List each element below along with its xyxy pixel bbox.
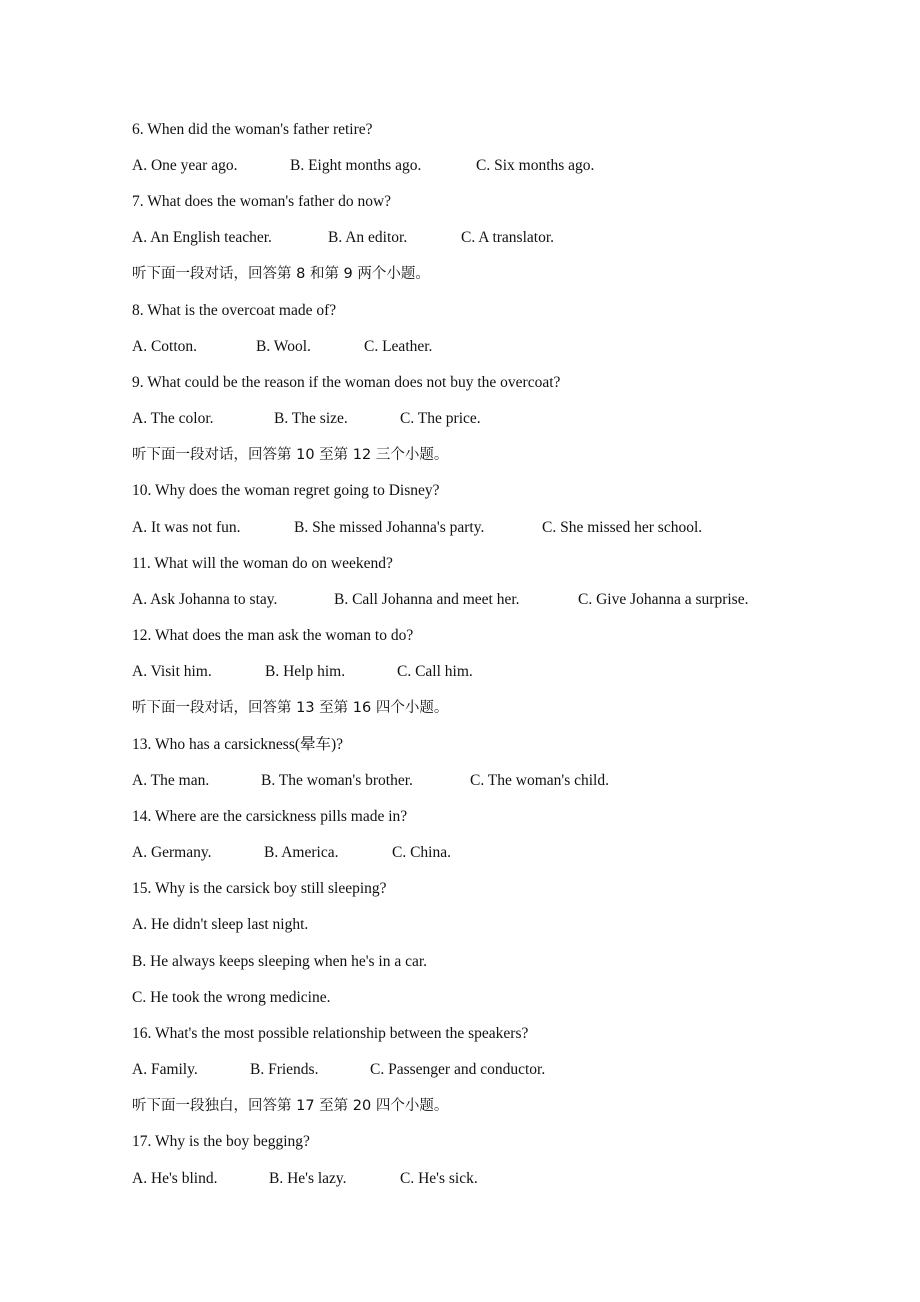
option-c: C. Six months ago. bbox=[476, 157, 595, 174]
option-b: B. Wool. bbox=[256, 338, 311, 355]
question-11: 11. What will the woman do on weekend? bbox=[132, 555, 393, 572]
option-a: A. One year ago. bbox=[132, 157, 238, 174]
option-a: A. The man. bbox=[132, 772, 210, 789]
option-c: C. Give Johanna a surprise. bbox=[578, 591, 749, 608]
option-15-c: C. He took the wrong medicine. bbox=[132, 989, 331, 1006]
question-16: 16. What's the most possible relationship between the speakers? bbox=[132, 1025, 529, 1042]
option-c: C. A translator. bbox=[461, 229, 554, 246]
question-8: 8. What is the overcoat made of? bbox=[132, 302, 337, 319]
question-17: 17. Why is the boy begging? bbox=[132, 1133, 310, 1150]
option-c: C. Leather. bbox=[364, 338, 433, 355]
section-instruction-13-16: 听下面一段对话，回答第 13 至第 16 四个小题。 bbox=[132, 700, 449, 716]
option-15-a: A. He didn't sleep last night. bbox=[132, 916, 309, 933]
question-6: 6. When did the woman's father retire? bbox=[132, 121, 373, 138]
option-c: C. He's sick. bbox=[400, 1170, 478, 1187]
question-9: 9. What could be the reason if the woman does not buy the overcoat? bbox=[132, 374, 561, 391]
option-c: C. Passenger and conductor. bbox=[370, 1061, 546, 1078]
option-b: B. America. bbox=[264, 844, 339, 861]
option-b: B. He's lazy. bbox=[269, 1170, 347, 1187]
question-14: 14. Where are the carsickness pills made in? bbox=[132, 808, 408, 825]
option-b: B. Friends. bbox=[250, 1061, 319, 1078]
question-15: 15. Why is the carsick boy still sleeping? bbox=[132, 880, 387, 897]
option-a: A. Ask Johanna to stay. bbox=[132, 591, 278, 608]
option-c: C. Call him. bbox=[397, 663, 473, 680]
option-a: A. It was not fun. bbox=[132, 519, 241, 536]
option-b: B. The woman's brother. bbox=[261, 772, 413, 789]
option-b: B. An editor. bbox=[328, 229, 408, 246]
option-c: C. China. bbox=[392, 844, 451, 861]
option-a: A. Germany. bbox=[132, 844, 212, 861]
option-a: A. Cotton. bbox=[132, 338, 198, 355]
option-a: A. The color. bbox=[132, 410, 214, 427]
option-b: B. The size. bbox=[274, 410, 348, 427]
question-12: 12. What does the man ask the woman to do? bbox=[132, 627, 414, 644]
question-10: 10. Why does the woman regret going to Disney? bbox=[132, 482, 440, 499]
option-15-b: B. He always keeps sleeping when he's in a car. bbox=[132, 953, 428, 970]
option-b: B. She missed Johanna's party. bbox=[294, 519, 485, 536]
section-instruction-8-9: 听下面一段对话，回答第 8 和第 9 两个小题。 bbox=[132, 266, 430, 282]
option-b: B. Help him. bbox=[265, 663, 346, 680]
question-7: 7. What does the woman's father do now? bbox=[132, 193, 392, 210]
option-a: A. An English teacher. bbox=[132, 229, 272, 246]
section-instruction-17-20: 听下面一段独白，回答第 17 至第 20 四个小题。 bbox=[132, 1098, 449, 1114]
option-b: B. Call Johanna and meet her. bbox=[334, 591, 520, 608]
option-b: B. Eight months ago. bbox=[290, 157, 422, 174]
option-c: C. The woman's child. bbox=[470, 772, 609, 789]
option-a: A. He's blind. bbox=[132, 1170, 218, 1187]
option-a: A. Family. bbox=[132, 1061, 198, 1078]
question-13: 13. Who has a carsickness(晕车)? bbox=[132, 736, 344, 753]
section-instruction-10-12: 听下面一段对话，回答第 10 至第 12 三个小题。 bbox=[132, 447, 449, 463]
option-c: C. She missed her school. bbox=[542, 519, 703, 536]
option-c: C. The price. bbox=[400, 410, 481, 427]
option-a: A. Visit him. bbox=[132, 663, 212, 680]
